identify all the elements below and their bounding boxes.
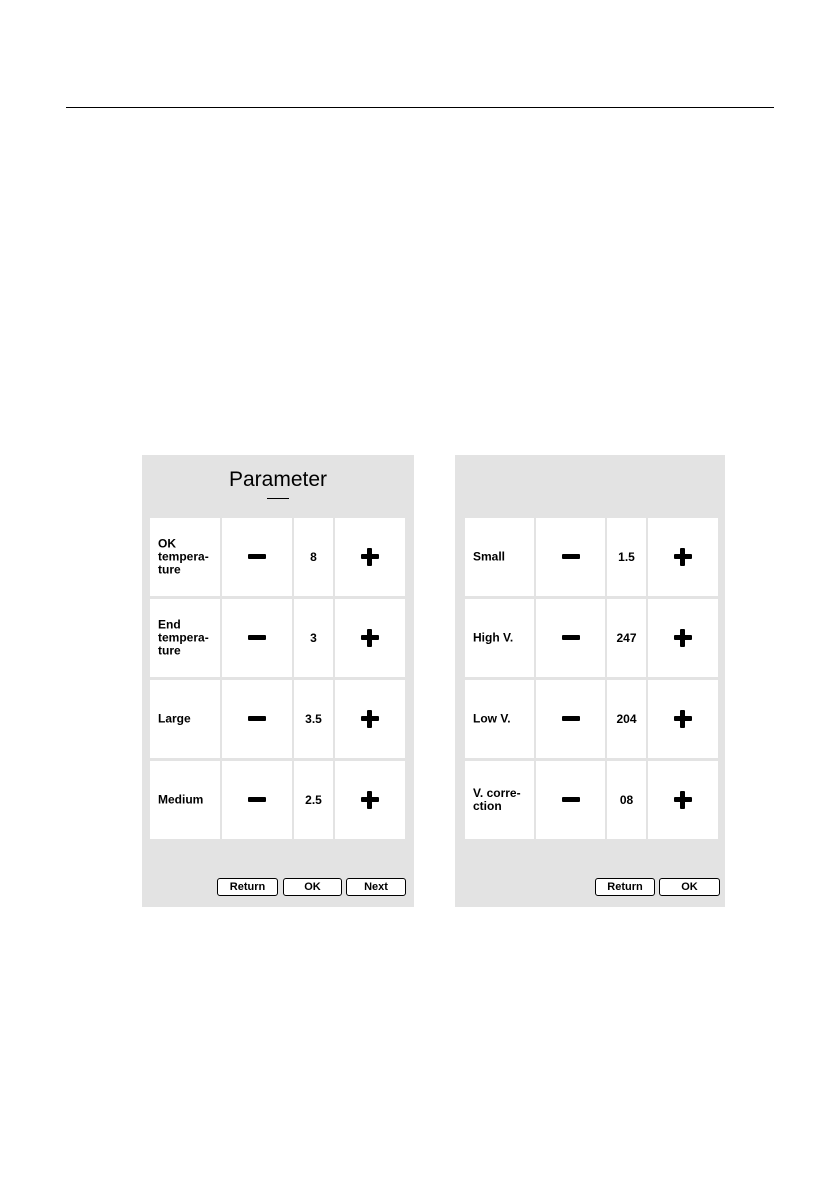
- increase-button[interactable]: [335, 680, 405, 758]
- increase-button[interactable]: [648, 761, 718, 839]
- parameter-row-end-temperature: [150, 599, 408, 677]
- decrease-button[interactable]: [222, 599, 292, 677]
- parameter-value: 2.5: [305, 793, 322, 807]
- parameter-label-cell: [150, 599, 220, 677]
- plus-icon: [674, 548, 692, 566]
- parameter-row-ok-temperature: [150, 518, 408, 596]
- parameter-value-cell: [294, 599, 333, 677]
- increase-button[interactable]: [648, 680, 718, 758]
- parameter-value: 3.5: [305, 712, 322, 726]
- parameter-value-cell: [294, 680, 333, 758]
- increase-button[interactable]: [648, 518, 718, 596]
- increase-button[interactable]: [335, 761, 405, 839]
- parameter-label-cell: [150, 680, 220, 758]
- parameter-value: 204: [616, 712, 637, 726]
- next-button[interactable]: Next: [346, 878, 406, 896]
- plus-icon: [361, 710, 379, 728]
- minus-icon: [562, 797, 580, 802]
- parameter-value: 3: [310, 631, 317, 645]
- parameter-label: End tempera- ture: [158, 617, 209, 658]
- parameter-value-cell: [607, 518, 646, 596]
- page-title: Parameter: [228, 468, 328, 491]
- parameter-value: 1.5: [618, 550, 635, 564]
- parameter-label-cell: [465, 599, 534, 677]
- parameter-label-cell: [465, 761, 534, 839]
- parameter-row-small: [465, 518, 723, 596]
- decrease-button[interactable]: [536, 680, 605, 758]
- header-rule: [66, 107, 774, 108]
- minus-icon: [248, 716, 266, 721]
- parameter-label: High V.: [473, 630, 514, 645]
- minus-icon: [562, 554, 580, 559]
- decrease-button[interactable]: [536, 518, 605, 596]
- decrease-button[interactable]: [536, 761, 605, 839]
- parameter-value: 8: [310, 550, 317, 564]
- minus-icon: [562, 635, 580, 640]
- parameter-label: Medium: [158, 792, 204, 807]
- parameter-value-cell: [294, 518, 333, 596]
- plus-icon: [361, 791, 379, 809]
- decrease-button[interactable]: [222, 761, 292, 839]
- parameter-value-cell: [607, 599, 646, 677]
- ok-button[interactable]: OK: [659, 878, 720, 896]
- parameter-value-cell: [607, 761, 646, 839]
- minus-icon: [248, 554, 266, 559]
- parameter-value-cell: [607, 680, 646, 758]
- plus-icon: [674, 710, 692, 728]
- plus-icon: [361, 629, 379, 647]
- parameter-label-cell: [465, 518, 534, 596]
- minus-icon: [562, 716, 580, 721]
- parameter-row-high-v: [465, 599, 723, 677]
- parameter-row-low-v: [465, 680, 723, 758]
- minus-icon: [248, 635, 266, 640]
- increase-button[interactable]: [335, 599, 405, 677]
- parameter-label: Low V.: [473, 711, 511, 726]
- increase-button[interactable]: [335, 518, 405, 596]
- plus-icon: [674, 791, 692, 809]
- parameter-value-cell: [294, 761, 333, 839]
- parameter-label-cell: [150, 761, 220, 839]
- plus-icon: [361, 548, 379, 566]
- title-underline: [267, 498, 289, 499]
- increase-button[interactable]: [648, 599, 718, 677]
- parameter-label-cell: [465, 680, 534, 758]
- parameter-label: Small: [473, 549, 506, 564]
- minus-icon: [248, 797, 266, 802]
- parameter-value: 247: [616, 631, 637, 645]
- parameter-screen-1: [142, 455, 414, 907]
- parameter-screen-2: [455, 455, 725, 907]
- plus-icon: [674, 629, 692, 647]
- decrease-button[interactable]: [536, 599, 605, 677]
- decrease-button[interactable]: [222, 680, 292, 758]
- decrease-button[interactable]: [222, 518, 292, 596]
- parameter-label: Large: [158, 711, 191, 726]
- parameter-label-cell: [150, 518, 220, 596]
- parameter-row-v-correction: [465, 761, 723, 839]
- parameter-label: V. corre- ction: [473, 786, 521, 813]
- ok-button[interactable]: OK: [283, 878, 342, 896]
- parameter-row-large: [150, 680, 408, 758]
- parameter-label: OK tempera- ture: [158, 536, 209, 577]
- return-button[interactable]: Return: [217, 878, 278, 896]
- parameter-value: 08: [619, 793, 634, 807]
- parameter-row-medium: [150, 761, 408, 839]
- return-button[interactable]: Return: [595, 878, 655, 896]
